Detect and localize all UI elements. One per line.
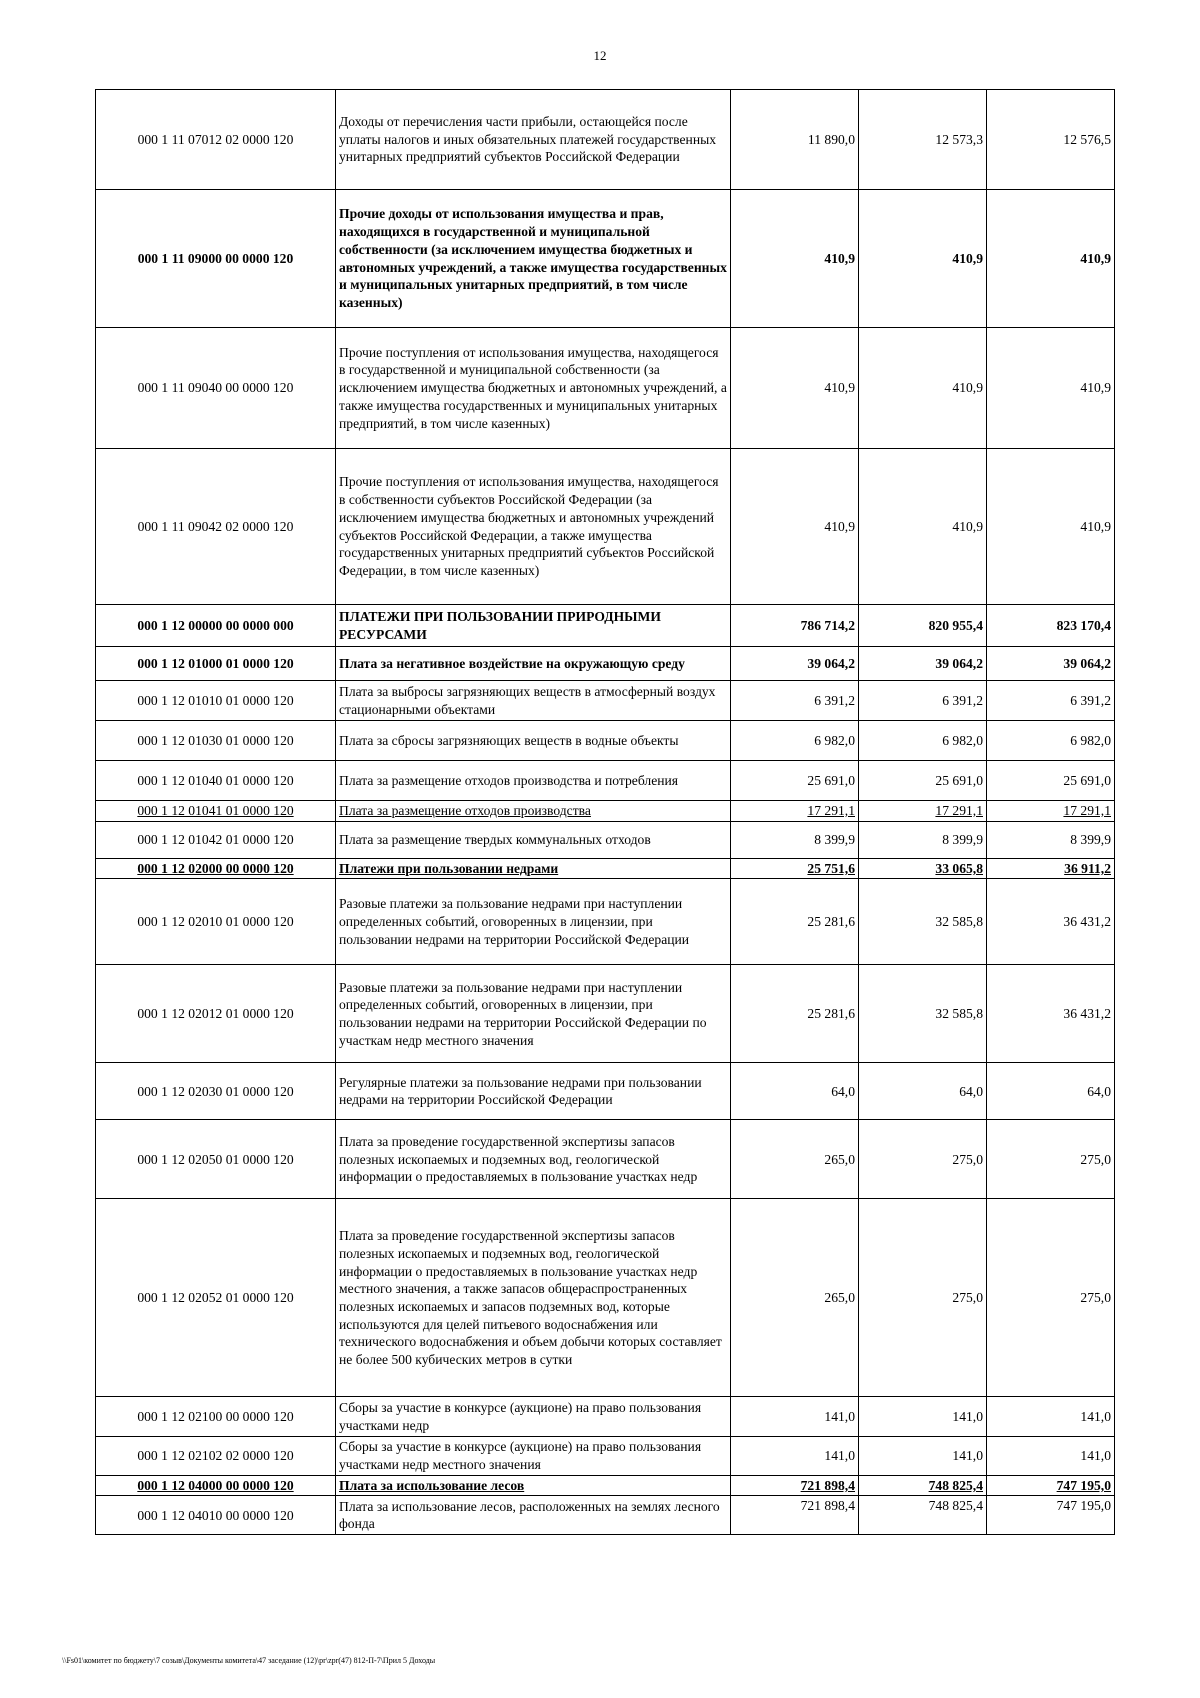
table-row: [96, 647, 1115, 681]
year-2-amount-cell: 32 585,8: [859, 879, 987, 965]
year-1-amount-cell: 8 399,9: [731, 821, 859, 858]
table-row: [96, 449, 1115, 605]
table-row: [96, 721, 1115, 761]
year-3-amount-cell: 25 691,0: [987, 761, 1115, 801]
year-1-amount-cell: 721 898,4: [731, 1496, 859, 1535]
year-2-amount-cell: 32 585,8: [859, 965, 987, 1063]
table-row: [96, 1437, 1115, 1475]
year-1-amount-cell: 786 714,2: [731, 605, 859, 647]
revenue-description-cell: Плата за размещение отходов производства: [336, 801, 731, 822]
revenue-description-cell: Плата за сбросы загрязняющих веществ в водные объекты: [336, 721, 731, 761]
year-3-amount-cell: 64,0: [987, 1063, 1115, 1120]
year-2-amount-cell: 25 691,0: [859, 761, 987, 801]
year-2-amount-cell: 141,0: [859, 1437, 987, 1475]
year-2-amount-cell: 410,9: [859, 328, 987, 449]
year-1-amount-cell: 17 291,1: [731, 801, 859, 822]
revenue-description-cell: Разовые платежи за пользование недрами при наступлении определенных событий, оговоренных в лицензии, при пользовании недрами на территории Российской Федерации: [336, 879, 731, 965]
year-2-amount-cell: 64,0: [859, 1063, 987, 1120]
year-3-amount-cell: 39 064,2: [987, 647, 1115, 681]
year-3-amount-cell: 141,0: [987, 1437, 1115, 1475]
year-2-amount-cell: 820 955,4: [859, 605, 987, 647]
year-3-amount-cell: 410,9: [987, 328, 1115, 449]
year-1-amount-cell: 25 281,6: [731, 879, 859, 965]
table-row: [96, 1120, 1115, 1199]
revenue-code-cell: 000 1 12 02052 01 0000 120: [96, 1199, 336, 1397]
year-3-amount-cell: 141,0: [987, 1397, 1115, 1437]
table-row: [96, 1496, 1115, 1535]
table-row: [96, 681, 1115, 721]
table-row: [96, 965, 1115, 1063]
table-row: [96, 1199, 1115, 1397]
table-row: [96, 90, 1115, 190]
table-row: [96, 605, 1115, 647]
year-2-amount-cell: 8 399,9: [859, 821, 987, 858]
revenue-code-cell: 000 1 12 00000 00 0000 000: [96, 605, 336, 647]
revenue-code-cell: 000 1 12 01042 01 0000 120: [96, 821, 336, 858]
year-2-amount-cell: 33 065,8: [859, 858, 987, 879]
year-3-amount-cell: 36 431,2: [987, 879, 1115, 965]
year-1-amount-cell: 721 898,4: [731, 1475, 859, 1496]
revenue-code-cell: 000 1 12 02030 01 0000 120: [96, 1063, 336, 1120]
year-3-amount-cell: 8 399,9: [987, 821, 1115, 858]
year-1-amount-cell: 6 982,0: [731, 721, 859, 761]
revenue-code-cell: 000 1 12 01041 01 0000 120: [96, 801, 336, 822]
revenue-description-cell: Прочие поступления от использования имущества, находящегося в собственности субъектов Российской Федерации (за исключением имущества бюджетных и автономных учреждений субъектов Российской Федерации, а также имущества государственных унитарных предприятий субъектов Российской Федерации, в том числе казенных): [336, 449, 731, 605]
year-3-amount-cell: 410,9: [987, 190, 1115, 328]
year-1-amount-cell: 39 064,2: [731, 647, 859, 681]
year-1-amount-cell: 11 890,0: [731, 90, 859, 190]
year-2-amount-cell: 12 573,3: [859, 90, 987, 190]
year-3-amount-cell: 6 391,2: [987, 681, 1115, 721]
revenue-code-cell: 000 1 12 01000 01 0000 120: [96, 647, 336, 681]
revenue-description-cell: Регулярные платежи за пользование недрами при пользовании недрами на территории Российской Федерации: [336, 1063, 731, 1120]
table-row: [96, 821, 1115, 858]
table-row: [96, 190, 1115, 328]
year-1-amount-cell: 410,9: [731, 449, 859, 605]
table-row: [96, 801, 1115, 822]
year-1-amount-cell: 141,0: [731, 1397, 859, 1437]
year-2-amount-cell: 410,9: [859, 449, 987, 605]
year-3-amount-cell: 12 576,5: [987, 90, 1115, 190]
year-2-amount-cell: 275,0: [859, 1120, 987, 1199]
year-3-amount-cell: 747 195,0: [987, 1496, 1115, 1535]
revenue-code-cell: 000 1 12 02050 01 0000 120: [96, 1120, 336, 1199]
revenue-description-cell: Плата за выбросы загрязняющих веществ в атмосферный воздух стационарными объектами: [336, 681, 731, 721]
year-1-amount-cell: 410,9: [731, 328, 859, 449]
year-2-amount-cell: 6 391,2: [859, 681, 987, 721]
revenue-code-cell: 000 1 12 02102 02 0000 120: [96, 1437, 336, 1475]
revenue-description-cell: Плата за негативное воздействие на окружающую среду: [336, 647, 731, 681]
revenue-code-cell: 000 1 12 04010 00 0000 120: [96, 1496, 336, 1535]
table-row: [96, 1063, 1115, 1120]
year-2-amount-cell: 748 825,4: [859, 1475, 987, 1496]
footer-file-path: \\Fs01\комитет по бюджету\7 созыв\Документы комитета\47 заседание (12)\pr\zpr(47) 812-П-7\Прил 5 Доходы: [62, 1656, 436, 1665]
revenue-description-cell: Прочие доходы от использования имущества и прав, находящихся в государственной и муниципальной собственности (за исключением имущества бюджетных и автономных учреждений, а также имущества государственных и муниципальных унитарных предприятий, в том числе казенных): [336, 190, 731, 328]
revenue-description-cell: Плата за размещение твердых коммунальных отходов: [336, 821, 731, 858]
table-row: [96, 761, 1115, 801]
revenue-description-cell: Плата за проведение государственной экспертизы запасов полезных ископаемых и подземных вод, геологической информации о предоставляемых в пользование участках недр: [336, 1120, 731, 1199]
revenue-code-cell: 000 1 12 01030 01 0000 120: [96, 721, 336, 761]
revenue-description-cell: Сборы за участие в конкурсе (аукционе) на право пользования участками недр: [336, 1397, 731, 1437]
year-1-amount-cell: 6 391,2: [731, 681, 859, 721]
revenue-table: [95, 89, 1115, 1535]
table-body: [96, 90, 1115, 1535]
revenue-code-cell: 000 1 12 02100 00 0000 120: [96, 1397, 336, 1437]
year-3-amount-cell: 36 911,2: [987, 858, 1115, 879]
page-number: 12: [593, 48, 607, 63]
revenue-description-cell: Сборы за участие в конкурсе (аукционе) на право пользования участками недр местного значения: [336, 1437, 731, 1475]
year-1-amount-cell: 141,0: [731, 1437, 859, 1475]
revenue-code-cell: 000 1 11 09042 02 0000 120: [96, 449, 336, 605]
year-2-amount-cell: 17 291,1: [859, 801, 987, 822]
year-2-amount-cell: 275,0: [859, 1199, 987, 1397]
revenue-description-cell: Плата за размещение отходов производства и потребления: [336, 761, 731, 801]
revenue-description-cell: ПЛАТЕЖИ ПРИ ПОЛЬЗОВАНИИ ПРИРОДНЫМИ РЕСУРСАМИ: [336, 605, 731, 647]
revenue-description-cell: Прочие поступления от использования имущества, находящегося в государственной и муниципальной собственности (за исключением имущества бюджетных и автономных учреждений, а также имущества государственных и муниципальных унитарных предприятий, в том числе казенных): [336, 328, 731, 449]
revenue-code-cell: 000 1 12 04000 00 0000 120: [96, 1475, 336, 1496]
year-3-amount-cell: 747 195,0: [987, 1475, 1115, 1496]
year-1-amount-cell: 265,0: [731, 1120, 859, 1199]
revenue-code-cell: 000 1 11 09040 00 0000 120: [96, 328, 336, 449]
year-2-amount-cell: 748 825,4: [859, 1496, 987, 1535]
revenue-description-cell: Платежи при пользовании недрами: [336, 858, 731, 879]
year-3-amount-cell: 275,0: [987, 1120, 1115, 1199]
year-2-amount-cell: 39 064,2: [859, 647, 987, 681]
year-2-amount-cell: 141,0: [859, 1397, 987, 1437]
year-2-amount-cell: 6 982,0: [859, 721, 987, 761]
revenue-description-cell: Плата за использование лесов, расположенных на землях лесного фонда: [336, 1496, 731, 1535]
revenue-code-cell: 000 1 12 02010 01 0000 120: [96, 879, 336, 965]
year-1-amount-cell: 25 691,0: [731, 761, 859, 801]
revenue-description-cell: Плата за использование лесов: [336, 1475, 731, 1496]
revenue-code-cell: 000 1 12 02012 01 0000 120: [96, 965, 336, 1063]
year-3-amount-cell: 823 170,4: [987, 605, 1115, 647]
year-2-amount-cell: 410,9: [859, 190, 987, 328]
revenue-code-cell: 000 1 12 01010 01 0000 120: [96, 681, 336, 721]
year-1-amount-cell: 64,0: [731, 1063, 859, 1120]
table-row: [96, 1397, 1115, 1437]
revenue-code-cell: 000 1 11 07012 02 0000 120: [96, 90, 336, 190]
revenue-code-cell: 000 1 11 09000 00 0000 120: [96, 190, 336, 328]
year-1-amount-cell: 25 751,6: [731, 858, 859, 879]
revenue-description-cell: Доходы от перечисления части прибыли, остающейся после уплаты налогов и иных обязательных платежей государственных унитарных предприятий субъектов Российской Федерации: [336, 90, 731, 190]
year-1-amount-cell: 410,9: [731, 190, 859, 328]
revenue-description-cell: Разовые платежи за пользование недрами при наступлении определенных событий, оговоренных в лицензии, при пользовании недрами на территории Российской Федерации по участкам недр местного значения: [336, 965, 731, 1063]
revenue-code-cell: 000 1 12 02000 00 0000 120: [96, 858, 336, 879]
year-3-amount-cell: 36 431,2: [987, 965, 1115, 1063]
year-1-amount-cell: 25 281,6: [731, 965, 859, 1063]
year-3-amount-cell: 410,9: [987, 449, 1115, 605]
table-row: [96, 879, 1115, 965]
table-row: [96, 1475, 1115, 1496]
revenue-description-cell: Плата за проведение государственной экспертизы запасов полезных ископаемых и подземных вод, геологической информации о предоставляемых в пользование участках недр местного значения, а также запасов общераспространенных полезных ископаемых и запасов подземных вод, которые используются для целей питьевого водоснабжения или технического водоснабжения и объем добычи которых составляет не более 500 кубических метров в сутки: [336, 1199, 731, 1397]
year-3-amount-cell: 17 291,1: [987, 801, 1115, 822]
year-3-amount-cell: 275,0: [987, 1199, 1115, 1397]
table-row: [96, 328, 1115, 449]
revenue-code-cell: 000 1 12 01040 01 0000 120: [96, 761, 336, 801]
table-row: [96, 858, 1115, 879]
year-1-amount-cell: 265,0: [731, 1199, 859, 1397]
year-3-amount-cell: 6 982,0: [987, 721, 1115, 761]
